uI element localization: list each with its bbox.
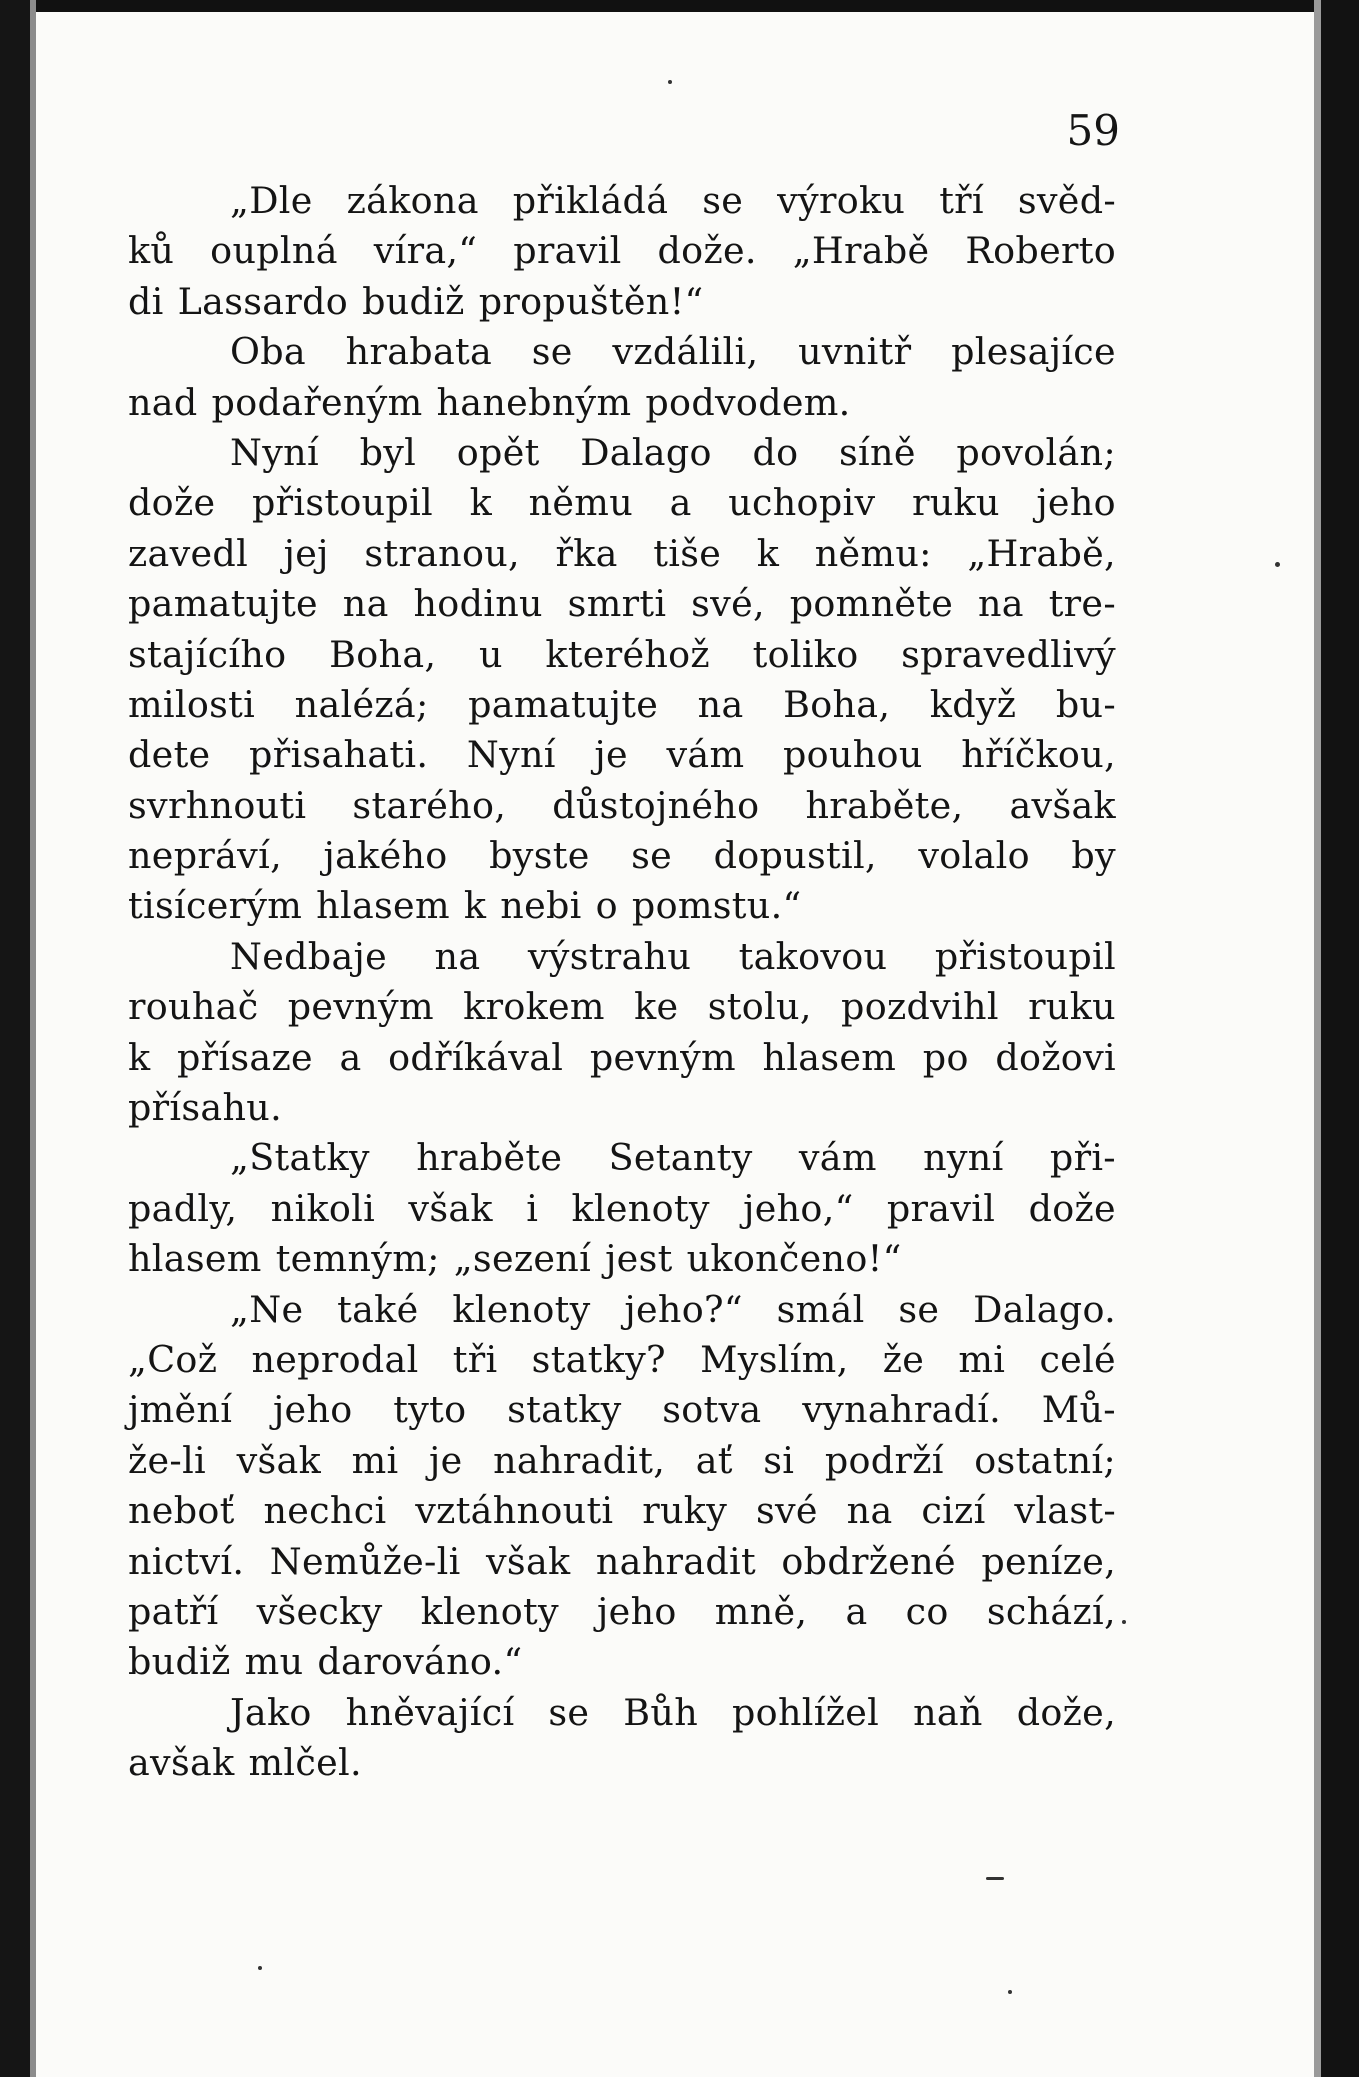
word: sotva: [662, 1388, 762, 1432]
text-line: [128, 428, 1116, 478]
text-line: [128, 630, 1116, 680]
word: tyto: [393, 1388, 467, 1432]
text-line: [128, 1234, 1116, 1284]
text-line: [128, 1385, 1116, 1435]
word: „Což: [128, 1337, 218, 1381]
word: na: [434, 934, 481, 978]
word: neprodal: [251, 1337, 419, 1381]
word: Roberto: [965, 229, 1116, 273]
word: spravedlivý: [901, 632, 1116, 676]
word: že: [882, 1337, 925, 1381]
word: uchopiv: [728, 481, 876, 525]
word: stajícího: [128, 632, 287, 676]
word: pamatujte: [468, 682, 659, 726]
text-line: [128, 680, 1116, 730]
word: své,: [691, 582, 765, 626]
word: dože: [128, 481, 216, 525]
word: tiše: [653, 531, 722, 575]
word: pomstu.“: [631, 884, 802, 928]
word: svěd-: [1017, 179, 1116, 222]
word: ostatní;: [974, 1438, 1116, 1482]
word: neboť: [128, 1489, 235, 1533]
word: však: [486, 1539, 571, 1583]
word: se: [702, 179, 744, 222]
word: hrabata: [345, 330, 493, 374]
word: když: [929, 682, 1017, 726]
word: vynahradí.: [802, 1388, 1002, 1432]
word: hodinu: [413, 582, 543, 626]
word: jej: [283, 531, 329, 575]
word: statky?: [531, 1337, 666, 1381]
word: pravil: [513, 229, 622, 273]
text-line: [128, 176, 1116, 226]
print-speck: [1008, 1990, 1012, 1994]
word: u: [478, 632, 503, 676]
word: se: [548, 1690, 590, 1734]
text-line: [128, 781, 1116, 831]
text-line: [128, 881, 1116, 931]
word: nebi: [500, 884, 582, 928]
word: patří: [128, 1589, 219, 1633]
word: nikoli: [270, 1186, 376, 1230]
word: se: [631, 834, 673, 878]
word: peníze,: [981, 1539, 1116, 1583]
word: a: [845, 1589, 868, 1633]
word: si: [763, 1438, 795, 1482]
word: „Dle: [230, 179, 313, 222]
word: důstojného: [552, 783, 760, 827]
word: Boha,: [329, 632, 437, 676]
word: propuštěn!“: [478, 279, 704, 323]
text-line: [128, 1688, 1116, 1738]
word: Lassardo: [177, 279, 349, 323]
word: se: [531, 330, 573, 374]
word: jeho: [272, 1388, 353, 1432]
word: do: [752, 430, 799, 474]
word: „sezení: [453, 1237, 592, 1281]
scan-border-left-shadow: [30, 0, 36, 2077]
word: a: [669, 481, 692, 525]
word: „Hrabě,: [967, 531, 1116, 575]
word: avšak: [128, 1741, 235, 1785]
word: pevným: [287, 985, 434, 1029]
word: k: [128, 1035, 151, 1079]
word: „Ne: [230, 1287, 304, 1331]
word: ouplná: [210, 229, 338, 273]
word: řka: [555, 531, 618, 575]
word: výroku: [777, 179, 906, 222]
word: stranou,: [364, 531, 520, 575]
word: povolán;: [956, 430, 1116, 474]
word: tři: [452, 1337, 498, 1381]
word: di: [128, 279, 164, 323]
word: všecky: [256, 1589, 383, 1633]
word: budiž: [128, 1640, 231, 1684]
word: uvnitř: [798, 330, 912, 374]
word: nechci: [263, 1489, 387, 1533]
word: pamatujte: [128, 582, 318, 626]
text-line: [128, 277, 1116, 327]
word: smál: [776, 1287, 865, 1331]
word: dože,: [1016, 1690, 1116, 1734]
word: k: [469, 481, 493, 525]
print-speck: [986, 1877, 1004, 1880]
print-speck: [1122, 1620, 1126, 1624]
word: pozdvihl: [841, 985, 999, 1029]
word: nahradit: [595, 1539, 756, 1583]
word: přistoupil: [934, 934, 1116, 978]
text-line: [128, 1285, 1116, 1335]
word: že-li: [128, 1438, 207, 1482]
word: obdržené: [781, 1539, 956, 1583]
word: takovou: [738, 934, 888, 978]
word: Boha,: [783, 682, 891, 726]
word: víra,“: [373, 229, 478, 273]
word: odříkával: [388, 1035, 564, 1079]
word: ukončeno!“: [686, 1237, 902, 1281]
word: celé: [1039, 1337, 1116, 1381]
word: Bůh: [623, 1690, 699, 1734]
word: na: [342, 582, 389, 626]
word: byl: [359, 430, 417, 474]
text-line: [128, 1083, 1116, 1133]
word: dožovi: [995, 1035, 1116, 1079]
word: při-: [1049, 1136, 1116, 1180]
word: přisahati.: [249, 733, 429, 777]
word: Oba: [230, 330, 306, 374]
word: jest: [605, 1237, 673, 1281]
word: hlasem: [762, 1035, 897, 1079]
word: statky: [507, 1388, 622, 1432]
scan-border-right: [1321, 0, 1359, 2077]
word: jeho: [1036, 481, 1116, 525]
word: jmění: [128, 1388, 233, 1432]
word: plesajíce: [951, 330, 1116, 374]
word: mně,: [714, 1589, 808, 1633]
word: jeho?“: [624, 1287, 743, 1331]
word: o: [595, 884, 618, 928]
word: však: [408, 1186, 493, 1230]
word: dože: [1028, 1186, 1116, 1230]
word: Jako: [230, 1690, 312, 1734]
word: vlast-: [1014, 1489, 1116, 1533]
scan-border-right-shadow: [1314, 0, 1321, 2077]
word: podařeným: [211, 380, 423, 424]
scan-border-top: [0, 0, 1359, 12]
word: pravil: [886, 1186, 996, 1230]
word: tre-: [1048, 582, 1116, 626]
word: hněvající: [345, 1690, 515, 1734]
word: temným;: [275, 1237, 440, 1281]
word: jakého: [323, 834, 448, 878]
word: schází,: [986, 1589, 1116, 1633]
word: klenoty: [452, 1287, 591, 1331]
word: mlčel.: [248, 1741, 362, 1785]
word: milosti: [128, 682, 256, 726]
word: nahradit,: [493, 1438, 666, 1482]
word: ať: [695, 1438, 733, 1482]
word: co: [905, 1589, 949, 1633]
word: vám: [666, 733, 745, 777]
print-speck: [668, 80, 672, 84]
word: síně: [839, 430, 916, 474]
word: nad: [128, 380, 198, 424]
word: Nemůže-li: [269, 1539, 461, 1583]
word: zákona: [346, 179, 479, 222]
word: avšak: [1009, 783, 1116, 827]
word: rouhač: [128, 985, 259, 1029]
word: smrti: [567, 582, 667, 626]
word: němu:: [814, 531, 932, 575]
word: nalézá;: [294, 682, 429, 726]
word: je: [429, 1438, 463, 1482]
word: podvodem.: [645, 380, 851, 424]
word: ruku: [911, 481, 1000, 525]
text-line: [128, 1486, 1116, 1536]
word: pomněte: [789, 582, 954, 626]
word: ke: [634, 985, 679, 1029]
word: vám: [798, 1136, 877, 1180]
word: nepráví,: [128, 834, 282, 878]
text-line: [128, 1587, 1116, 1637]
word: kteréhož: [545, 632, 710, 676]
text-line: [128, 831, 1116, 881]
word: hlasem: [316, 884, 450, 928]
word: klenoty: [571, 1186, 710, 1230]
text-line: [128, 579, 1116, 629]
text-line: [128, 1637, 1116, 1687]
text-line: [128, 1184, 1116, 1234]
page-number: 59: [1066, 106, 1120, 155]
word: cizí: [921, 1489, 986, 1533]
text-line: [128, 1436, 1116, 1486]
word: po: [922, 1035, 969, 1079]
word: a: [339, 1035, 362, 1079]
text-line: [128, 730, 1116, 780]
word: klenoty: [420, 1589, 559, 1633]
text-line: [128, 1335, 1116, 1385]
print-speck: [1275, 562, 1280, 567]
word: svrhnouti: [128, 783, 307, 827]
word: jeho: [597, 1589, 677, 1633]
text-line: [128, 378, 1116, 428]
text-line: [128, 982, 1116, 1032]
word: darováno.“: [317, 1640, 523, 1684]
text-line: [128, 1537, 1116, 1587]
word: na: [697, 682, 744, 726]
word: podrží: [824, 1438, 944, 1482]
word: také: [337, 1287, 419, 1331]
word: Nyní: [466, 733, 556, 777]
word: vztáhnouti: [415, 1489, 614, 1533]
word: vzdálili,: [612, 330, 759, 374]
word: výstrahu: [527, 934, 692, 978]
word: své: [755, 1489, 818, 1533]
text-line: [128, 1738, 1116, 1788]
text-line: [128, 226, 1116, 276]
word: Setanty: [608, 1136, 753, 1180]
word: k: [463, 884, 487, 928]
word: pohlížel: [732, 1690, 880, 1734]
word: pevným: [589, 1035, 736, 1079]
word: dete: [128, 733, 211, 777]
text-line: [128, 529, 1116, 579]
word: Nedbaje: [230, 934, 388, 978]
scan-border-left: [0, 0, 30, 2077]
word: mi: [351, 1438, 399, 1482]
word: přísaze: [177, 1035, 313, 1079]
word: i: [526, 1186, 539, 1230]
word: tří: [939, 179, 984, 222]
text-line: [128, 1133, 1116, 1183]
word: volalo: [918, 834, 1030, 878]
word: starého,: [352, 783, 507, 827]
word: dopustil,: [713, 834, 877, 878]
word: byste: [489, 834, 590, 878]
print-speck: [258, 1966, 262, 1970]
word: však: [236, 1438, 322, 1482]
word: pouhou: [783, 733, 923, 777]
word: němu: [528, 481, 634, 525]
text-line: [128, 478, 1116, 528]
word: k: [756, 531, 780, 575]
word: na: [978, 582, 1024, 626]
word: mi: [958, 1337, 1006, 1381]
word: na: [846, 1489, 893, 1533]
word: krokem: [463, 985, 605, 1029]
word: ruku: [1028, 985, 1116, 1029]
word: hraběte,: [805, 783, 964, 827]
word: Dalago: [580, 430, 712, 474]
word: opět: [456, 430, 540, 474]
word: ruky: [642, 1489, 728, 1533]
word: nyní: [923, 1136, 1004, 1180]
word: by: [1071, 834, 1116, 878]
text-line: [128, 1033, 1116, 1083]
word: toliko: [752, 632, 859, 676]
word: ků: [128, 229, 175, 273]
word: mu: [244, 1640, 304, 1684]
word: jeho,“: [743, 1186, 854, 1230]
word: stolu,: [707, 985, 812, 1029]
word: Mů-: [1041, 1388, 1116, 1432]
word: bu-: [1055, 682, 1116, 726]
word: přikládá: [512, 179, 669, 222]
word: hříčkou,: [961, 733, 1116, 777]
text-line: [128, 327, 1116, 377]
word: Nyní: [230, 430, 319, 474]
word: přistoupil: [251, 481, 434, 525]
word: „Hrabě: [792, 229, 930, 273]
word: přísahu.: [128, 1086, 282, 1130]
word: budiž: [362, 279, 465, 323]
word: hlasem: [128, 1237, 262, 1281]
word: Dalago.: [973, 1287, 1116, 1331]
word: hraběte: [416, 1136, 563, 1180]
word: naň: [913, 1690, 983, 1734]
word: nictví.: [128, 1539, 245, 1583]
body-text: [128, 176, 1116, 1789]
word: dože.: [657, 229, 757, 273]
word: Myslím,: [700, 1337, 849, 1381]
word: je: [594, 733, 628, 777]
text-line: [128, 932, 1116, 982]
word: se: [898, 1287, 940, 1331]
word: hanebným: [436, 380, 632, 424]
word: padly,: [128, 1186, 238, 1230]
word: zavedl: [128, 531, 249, 575]
word: tisícerým: [128, 884, 303, 928]
word: „Statky: [230, 1136, 370, 1180]
